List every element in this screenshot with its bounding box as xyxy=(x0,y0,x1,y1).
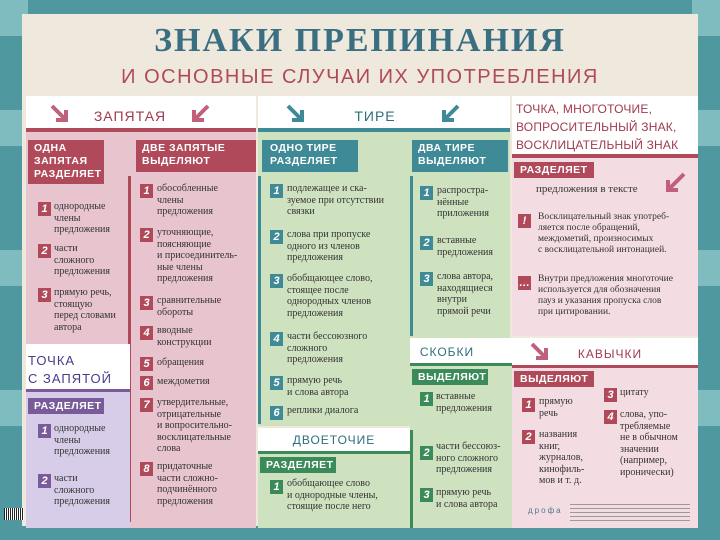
item-number: 8 xyxy=(140,462,153,476)
arrow-down-left-icon xyxy=(190,104,210,124)
list-item: части бессоюзного сложного предложения xyxy=(287,331,368,365)
divider xyxy=(410,176,413,336)
item-number: 2 xyxy=(522,430,535,444)
item-number: 2 xyxy=(420,446,433,460)
item-number: 7 xyxy=(140,398,153,412)
ellipsis-icon: … xyxy=(519,277,530,289)
exclamation-icon: ! xyxy=(518,214,531,228)
page-title: ЗНАКИ ПРЕПИНАНИЯ xyxy=(154,22,566,59)
item-number: 4 xyxy=(604,410,617,424)
list-item: междометия xyxy=(157,376,210,387)
item-number: 3 xyxy=(270,274,283,288)
list-item: слова при пропуске одного из членов предложения xyxy=(287,229,371,263)
list-item: подлежащее и ска- зуемое при отсутствии связки xyxy=(287,183,385,217)
barcode xyxy=(4,508,24,520)
item-number: 6 xyxy=(140,376,153,390)
item-number: 2 xyxy=(38,474,51,488)
list-item: распростра- нённые приложения xyxy=(437,185,489,219)
dash-header: ТИРЕ xyxy=(354,108,396,124)
quotes-band: ВЫДЕЛЯЮТ xyxy=(514,371,594,387)
dash-two-band: ДВА ТИРЕ ВЫДЕЛЯЮТ xyxy=(412,140,508,172)
list-item: обобщающее слово и однородные члены, стоящие после него xyxy=(287,478,378,512)
list-item: названия книг, журналов, кинофиль- мов и т. д. xyxy=(539,429,585,486)
list-item: прямую речь xyxy=(539,396,573,419)
list-item: части сложного предложения xyxy=(54,243,111,277)
arrow-down-right-icon xyxy=(530,342,550,362)
list-item: обособленные члены предложения xyxy=(157,183,218,217)
divider xyxy=(258,176,261,424)
comma-two-band: ДВЕ ЗАПЯТЫЕ ВЫДЕЛЯЮТ xyxy=(136,140,256,172)
item-number: 5 xyxy=(140,357,153,371)
comma-one-band: ОДНА ЗАПЯТАЯ РАЗДЕЛЯЕТ xyxy=(28,140,104,184)
list-item: прямую речь и слова автора xyxy=(287,375,349,398)
comma-header: ЗАПЯТАЯ xyxy=(93,108,167,124)
list-item: вводные конструкции xyxy=(157,325,212,348)
item-number: 2 xyxy=(38,244,51,258)
arrow-down-left-icon xyxy=(440,104,460,124)
item-number: 1 xyxy=(38,202,51,216)
item-number: 3 xyxy=(420,272,433,286)
list-item: цитату xyxy=(620,387,649,398)
item-number: 1 xyxy=(270,184,283,198)
note: Восклицательный знак употреб- ляется после обращений, междометий, произносимых с восклицательной интонацией. xyxy=(538,212,670,255)
colon-header: ДВОЕТОЧИЕ xyxy=(292,433,376,447)
list-item: прямую речь, стоящую перед словами автора xyxy=(54,287,116,333)
item-number: 1 xyxy=(420,186,433,200)
item-number: 3 xyxy=(140,296,153,310)
divider xyxy=(410,430,413,528)
list-item: предложения в тексте xyxy=(536,183,638,195)
brackets-band: ВЫДЕЛЯЮТ xyxy=(412,369,488,385)
item-number: 1 xyxy=(140,184,153,198)
list-item: реплики диалога xyxy=(287,405,359,416)
item-number: 1 xyxy=(522,398,535,412)
item-number: 4 xyxy=(140,326,153,340)
list-item: слова автора, находящиеся внутри прямой речи xyxy=(437,271,494,317)
dash-one-band: ОДНО ТИРЕ РАЗДЕЛЯЕТ xyxy=(262,140,358,172)
list-item: прямую речь и слова автора xyxy=(436,487,498,510)
item-number: 6 xyxy=(270,406,283,420)
imprint-block xyxy=(570,504,690,522)
item-number: 1 xyxy=(270,480,283,494)
item-number: 2 xyxy=(140,228,153,242)
endmarks-header: ТОЧКА, МНОГОТОЧИЕ, ВОПРОСИТЕЛЬНЫЙ ЗНАК, ВОСКЛИЦАТЕЛЬНЫЙ ЗНАК xyxy=(516,102,679,152)
item-number: 3 xyxy=(604,388,617,402)
colon-band: РАЗДЕЛЯЕТ xyxy=(260,457,336,473)
publisher-logo: дрофа xyxy=(528,506,563,515)
arrow-down-left-icon xyxy=(664,172,686,194)
semicolon-band: РАЗДЕЛЯЕТ xyxy=(28,398,104,414)
arrow-down-right-icon xyxy=(50,104,70,124)
list-item: вставные предложения xyxy=(436,391,493,414)
list-item: утвердительные, отрицательные и вопросительно- восклицательные слова xyxy=(157,397,232,454)
note: Внутри предложения многоточие используется для обозначения пауз и указания пропуска слов при цитировании. xyxy=(538,274,673,317)
arrow-down-right-icon xyxy=(286,104,306,124)
item-number: 5 xyxy=(270,376,283,390)
list-item: однородные члены предложения xyxy=(54,423,111,457)
item-number: 3 xyxy=(38,288,51,302)
list-item: сравнительные обороты xyxy=(157,295,222,318)
brackets-header: СКОБКИ xyxy=(419,345,475,359)
semicolon-header: ТОЧКА С ЗАПЯТОЙ xyxy=(28,353,112,386)
list-item: обращения xyxy=(157,357,204,368)
item-number: 1 xyxy=(38,424,51,438)
list-item: части бессоюз- ного сложного предложения xyxy=(436,441,501,475)
list-item: придаточные части сложно- подчинённого предложения xyxy=(157,461,218,507)
quotes-header: КАВЫЧКИ xyxy=(577,347,643,361)
item-number: 1 xyxy=(420,392,433,406)
list-item: обобщающее слово, стоящее после однородных членов предложения xyxy=(287,273,373,319)
list-item: слова, упо- требляемые не в обычном значении (например, иронически) xyxy=(620,409,678,478)
list-item: части сложного предложения xyxy=(54,473,111,507)
endmarks-band: РАЗДЕЛЯЕТ xyxy=(514,162,594,178)
item-number: 2 xyxy=(270,230,283,244)
page-subtitle: И ОСНОВНЫЕ СЛУЧАИ ИХ УПОТРЕБЛЕНИЯ xyxy=(121,66,599,88)
list-item: вставные предложения xyxy=(437,235,494,258)
item-number: 4 xyxy=(270,332,283,346)
item-number: 2 xyxy=(420,236,433,250)
list-item: однородные члены предложения xyxy=(54,201,111,235)
item-number: 3 xyxy=(420,488,433,502)
list-item: уточняющие, поясняющие и присоединитель- ные члены предложения xyxy=(157,227,238,284)
